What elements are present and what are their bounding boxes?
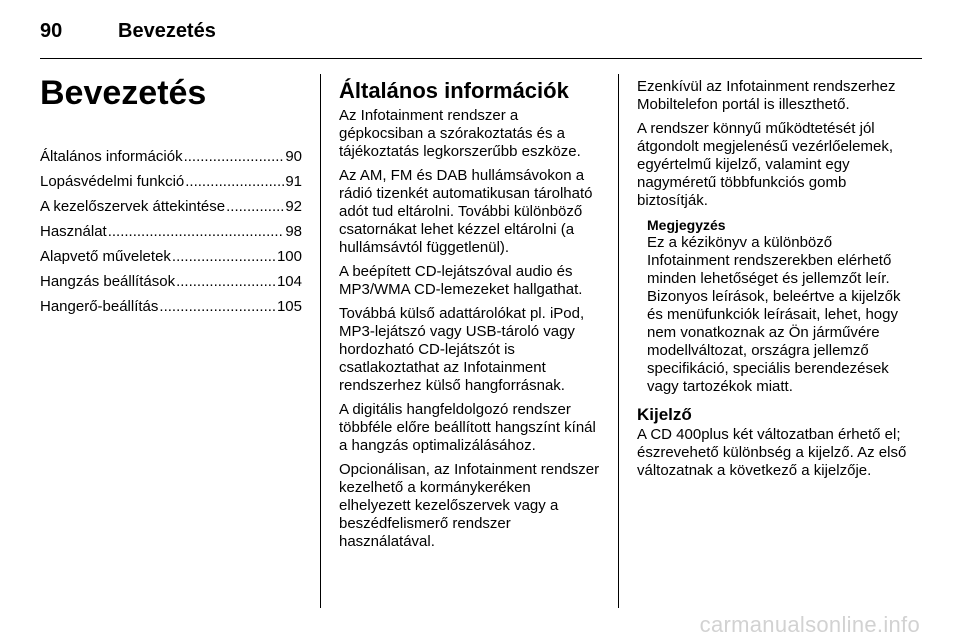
toc-item[interactable] [40, 223, 302, 248]
toc-item-title: Hangzás beállítások [40, 273, 176, 290]
running-section-title: Bevezetés [118, 20, 216, 42]
header-rule [40, 58, 922, 59]
toc-item-page: 91 [285, 173, 302, 190]
toc-item[interactable] [40, 173, 302, 198]
page-number: 90 [40, 20, 63, 42]
toc-item[interactable] [40, 298, 302, 323]
toc-item-page: 92 [285, 198, 302, 215]
watermark: carmanualsonline.info [699, 612, 920, 637]
paragraph: Ezenkívül az Infotainment rendszerhez Mobiltelefon portál is illeszthető. [637, 78, 896, 113]
column-divider [320, 74, 321, 608]
table-of-contents [40, 148, 302, 323]
toc-item-page: 100 [276, 248, 302, 265]
note-text: Ez a kézikönyv a különböző Infotainment rendszerekben elérhető minden lehetőséget és jellemzőt leír. Bizonyos leírások, beleértve a kijelzők és menüfunkciók leírásait, lehet, hogy nem vonatkoznak az Ön járművére modellváltozat, országra jellemző specifikáció, speciális berendezések vagy tartozékok miatt. [647, 234, 901, 395]
paragraph: A beépített CD-lejátszóval audio és MP3/WMA CD-lemezeket hallgathat. [339, 263, 583, 298]
paragraph: Az Infotainment rendszer a gépkocsiban a szórakoztatás és a tájékoztatás legkorszerűbb eszköze. [339, 107, 581, 160]
toc-leader [185, 173, 284, 191]
toc-leader [108, 223, 285, 241]
paragraph: Továbbá külső adattárolókat pl. iPod, MP3-lejátszó vagy USB-tároló vagy hordozható CD-lejátszót is csatlakoztathat az Infotainment rendszerhez külső hangforrásnak. [339, 305, 585, 394]
toc-item-title: Hangerő-beállítás [40, 298, 159, 315]
toc-item-title: A kezelőszervek áttekintése [40, 198, 226, 215]
paragraph: Az AM, FM és DAB hullámsávokon a rádió tizenkét automatikusan tárolható adót tud eltárolni. További különböző csatornákat lehet kézzel eltárolni (a hullámsávtól függetlenül). [339, 167, 593, 256]
chapter-title: Bevezetés [40, 74, 207, 112]
paragraph: A digitális hangfeldolgozó rendszer többféle előre beállított hangszínt kínál a hangzás optimalizálásához. [339, 401, 596, 454]
toc-item[interactable] [40, 248, 302, 273]
note-title: Megjegyzés [647, 217, 726, 233]
toc-item-title: Általános információk [40, 148, 183, 165]
toc-item-page: 98 [285, 223, 302, 240]
toc-item-title: Használat [40, 223, 107, 240]
right-column [637, 78, 907, 486]
note-box [647, 216, 907, 396]
section-heading: Általános információk [339, 78, 569, 103]
paragraph: A CD 400plus két változatban érhető el; észrevehető különbség a kijelző. Az első változatnak a következő a kijelzője. [637, 426, 907, 479]
toc-column [40, 74, 302, 323]
toc-item-title: Alapvető műveletek [40, 248, 171, 265]
subsection-heading: Kijelző [637, 405, 692, 424]
paragraph: A rendszer könnyű működtetését jól átgondolt megjelenésű vezérlőelemek, egyértelmű kijelző, valamint egy nagyméretű többfunkciós gomb biztosítják. [637, 120, 893, 209]
toc-leader [184, 148, 285, 166]
toc-item[interactable] [40, 198, 302, 223]
toc-item-page: 105 [276, 298, 302, 315]
toc-leader [226, 198, 284, 216]
toc-item-page: 90 [285, 148, 302, 165]
general-info-column [339, 78, 606, 557]
toc-leader [172, 248, 276, 266]
toc-item-page: 104 [276, 273, 302, 290]
toc-leader [159, 298, 276, 316]
toc-item-title: Lopásvédelmi funkció [40, 173, 185, 190]
toc-item[interactable] [40, 273, 302, 298]
toc-leader [176, 273, 276, 291]
toc-item[interactable] [40, 148, 302, 173]
paragraph: Opcionálisan, az Infotainment rendszer kezelhető a kormánykeréken elhelyezett kezelőszervek vagy a beszédfelismerő rendszer használatával. [339, 461, 600, 550]
column-divider [618, 74, 619, 608]
